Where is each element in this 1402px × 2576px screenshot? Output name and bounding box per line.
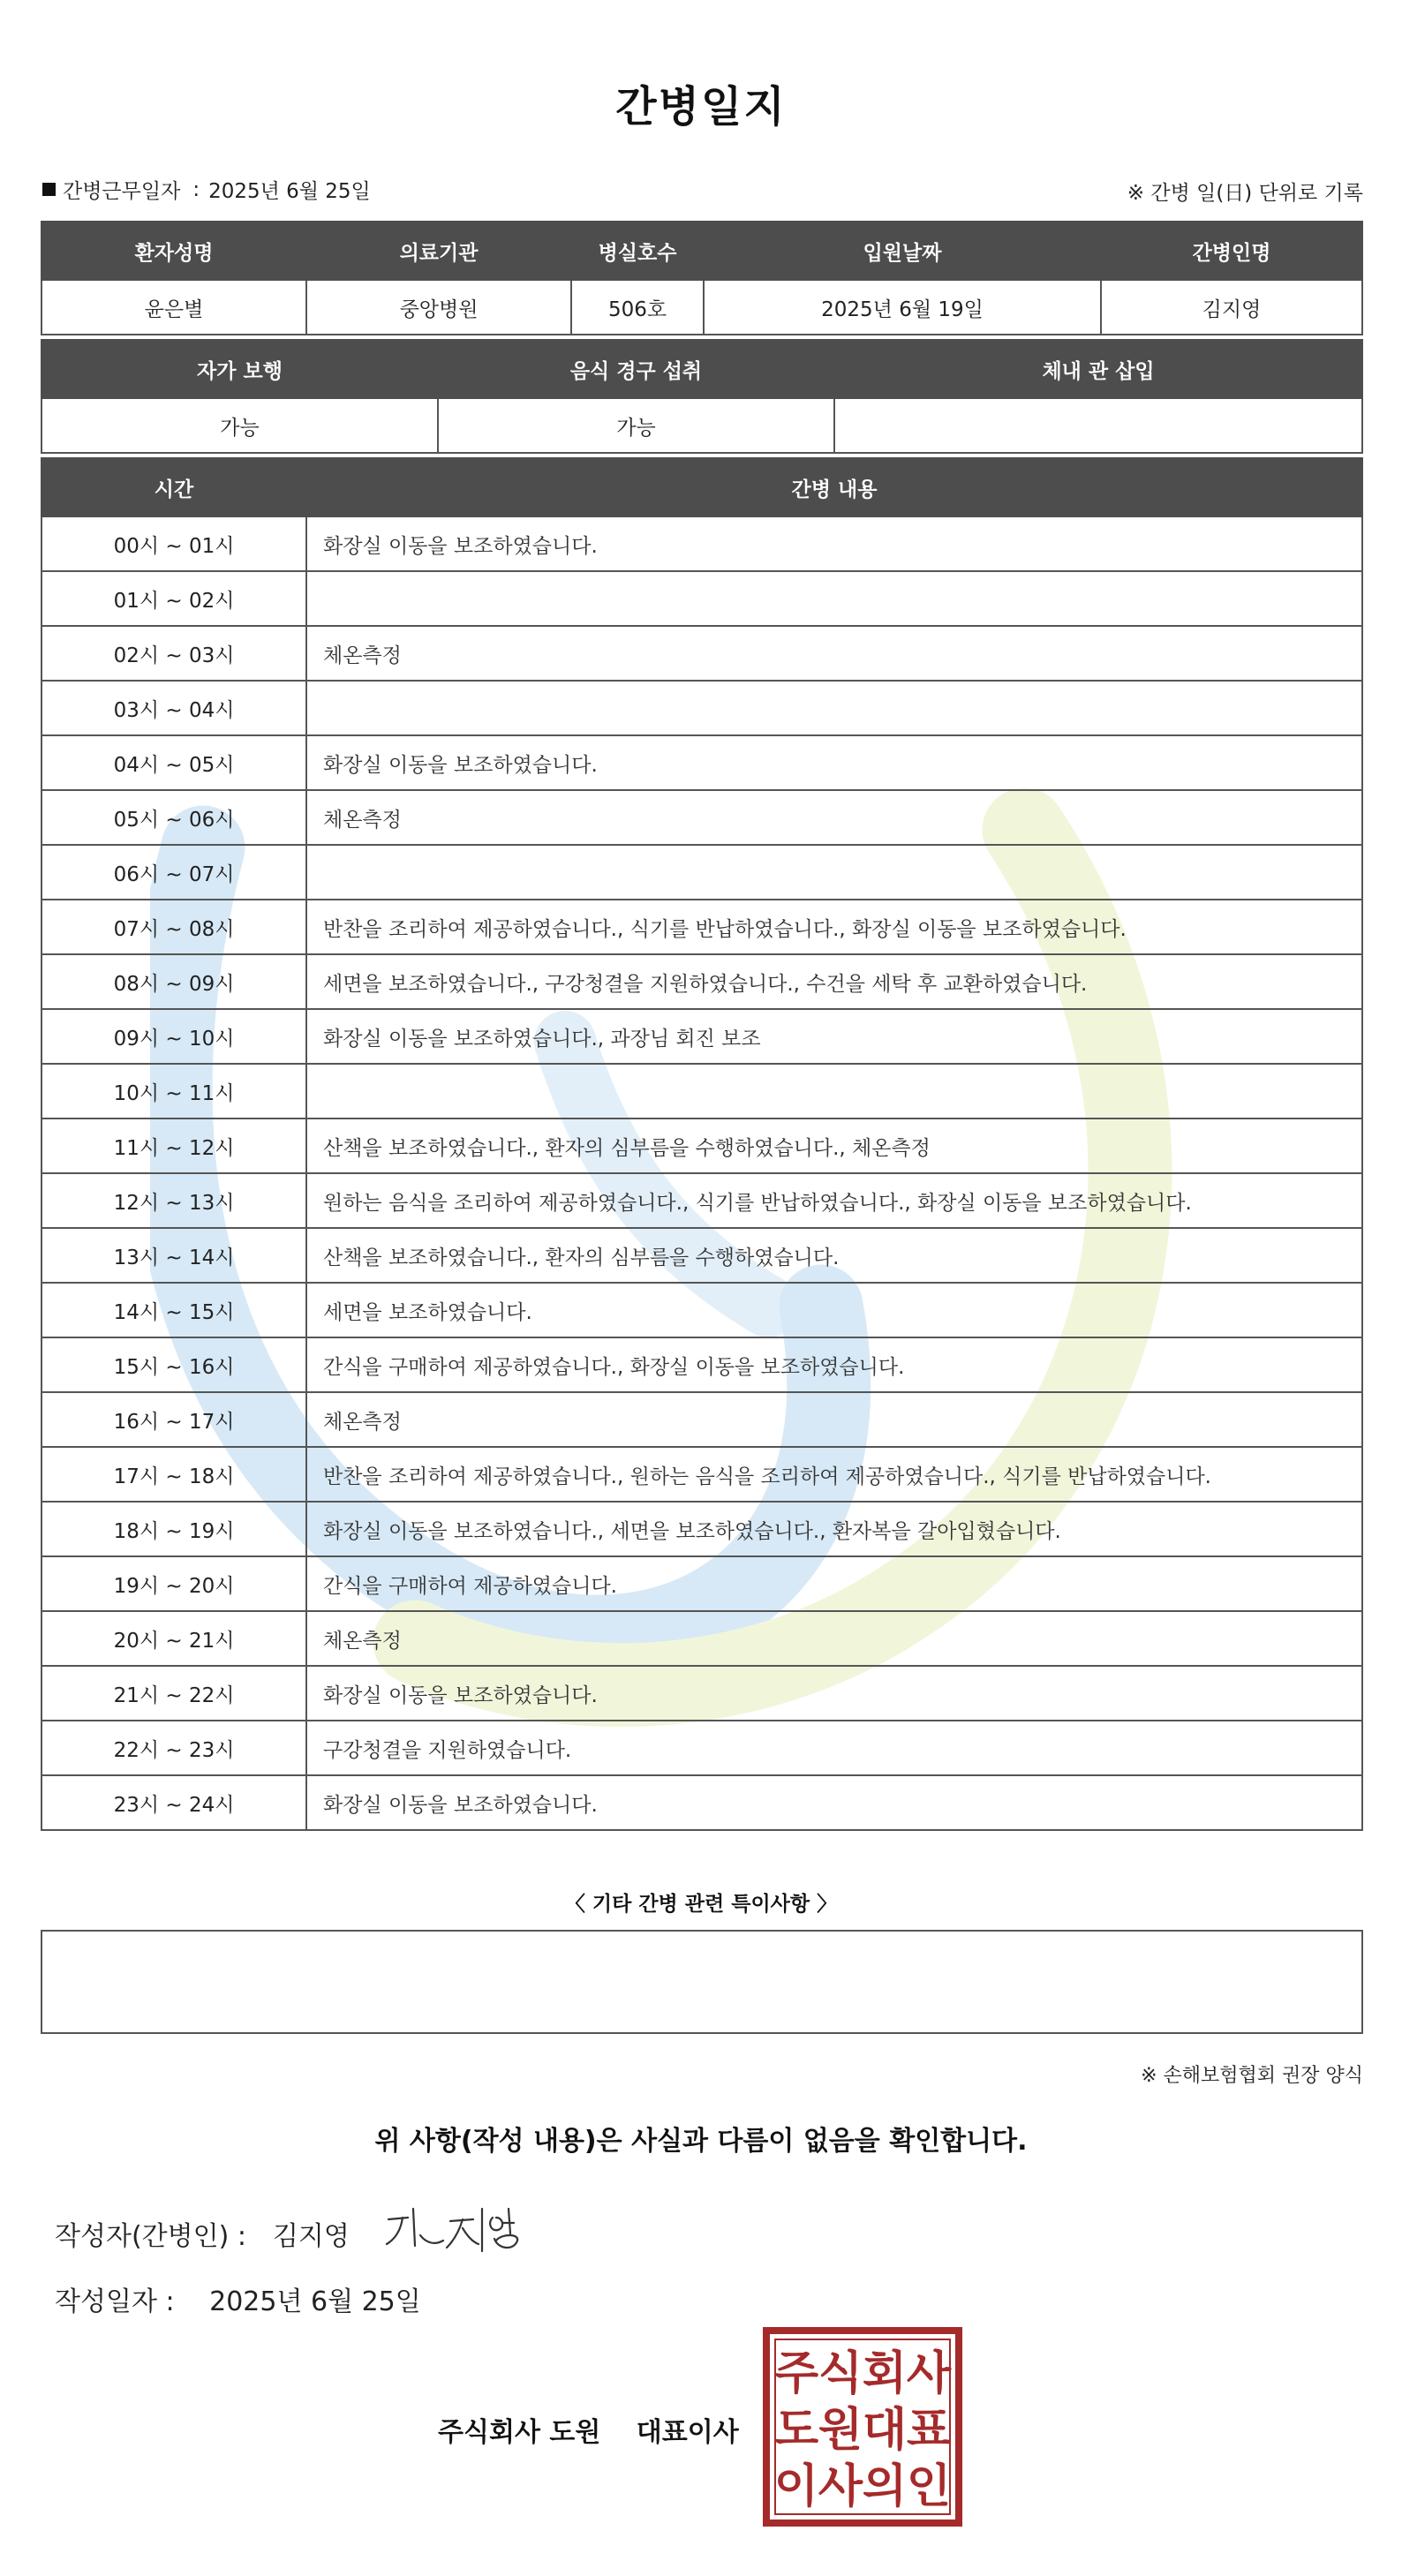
log-row [41,790,1362,845]
log-row [41,735,1362,790]
seal-character: 회 [862,2347,908,2400]
log-time-cell: 15시 ~ 16시 [41,1337,306,1392]
log-content-cell: 화장실 이동을 보조하였습니다., 세면을 보조하였습니다., 환자복을 갈아입혔습니다. [306,1502,1362,1556]
log-row [41,954,1362,1009]
log-time-cell: 17시 ~ 18시 [41,1447,306,1502]
log-content-cell: 체온측정 [306,790,1362,845]
work-date-label: 간병근무일자 [63,180,181,203]
log-content-cell: 세면을 보조하였습니다., 구강청결을 지원하였습니다., 수건을 세탁 후 교환하였습니다. [306,954,1362,1009]
log-time-cell: 10시 ~ 11시 [41,1064,306,1119]
log-row [41,1392,1362,1447]
company-line [438,2410,739,2449]
log-time-cell: 06시 ~ 07시 [41,845,306,900]
log-row [41,1337,1362,1392]
log-content-cell: 화장실 이동을 보조하였습니다. [306,1775,1362,1830]
log-content-cell: 체온측정 [306,626,1362,681]
handwritten-signature [381,2200,531,2262]
patient-status-table [41,339,1363,454]
log-time-cell: 14시 ~ 15시 [41,1283,306,1337]
patient-name: 윤은별 [41,280,306,335]
log-row [41,845,1362,900]
page-title: 간병일지 [615,82,787,132]
status-value-row [41,398,1362,453]
log-content-cell: 화장실 이동을 보조하였습니다. [306,735,1362,790]
log-row [41,516,1362,571]
log-row [41,1064,1362,1119]
log-content-cell: 화장실 이동을 보조하였습니다., 과장님 회진 보조 [306,1009,1362,1064]
form-note: ※ 손해보험협회 권장 양식 [1141,2065,1363,2087]
tube-insertion-value [834,398,1362,453]
log-row [41,1556,1362,1611]
seal-character: 식 [818,2347,863,2400]
patient-value-row [41,280,1362,335]
written-date-line [55,2279,421,2318]
header-patient-name: 환자성명 [41,222,306,280]
log-time-cell: 00시 ~ 01시 [41,516,306,571]
admission-date: 2025년 6월 19일 [704,280,1101,335]
special-notes-title: 〈 기타 간병 관련 특이사항 〉 [564,1893,838,1916]
log-time-cell: 16시 ~ 17시 [41,1392,306,1447]
care-log-table [41,457,1363,1831]
seal-character: 사 [906,2347,952,2400]
seal-character: 주 [773,2347,819,2400]
log-time-cell: 19시 ~ 20시 [41,1556,306,1611]
log-time-cell: 04시 ~ 05시 [41,735,306,790]
written-date-value: 2025년 6월 25일 [209,2286,421,2317]
log-content-cell: 산책을 보조하였습니다., 환자의 심부름을 수행하였습니다., 체온측정 [306,1119,1362,1173]
header-institution: 의료기관 [306,222,571,280]
log-header-row [41,458,1362,516]
log-time-cell: 23시 ~ 24시 [41,1775,306,1830]
log-row [41,1502,1362,1556]
writer-line [55,2214,350,2253]
log-content-cell: 화장실 이동을 보조하였습니다. [306,516,1362,571]
seal-character: 대 [862,2404,908,2457]
company-rep-title: 대표이사 [636,2417,739,2448]
log-content-cell: 세면을 보조하였습니다. [306,1283,1362,1337]
work-date-separator: : [192,177,200,201]
work-date-value: 2025년 6월 25일 [208,180,371,203]
log-row [41,626,1362,681]
log-time-cell: 18시 ~ 19시 [41,1502,306,1556]
caregiver-name: 김지영 [1101,280,1362,335]
log-row [41,681,1362,735]
log-time-cell: 22시 ~ 23시 [41,1721,306,1775]
header-time: 시간 [41,458,306,516]
oral-intake-value: 가능 [438,398,834,453]
header-admission-date: 입원날짜 [704,222,1101,280]
log-content-cell: 체온측정 [306,1392,1362,1447]
seal-character: 인 [906,2460,952,2513]
seal-character: 표 [906,2404,952,2457]
header-self-walking: 자가 보행 [41,340,438,398]
log-time-cell: 12시 ~ 13시 [41,1173,306,1228]
log-row [41,1775,1362,1830]
log-time-cell: 11시 ~ 12시 [41,1119,306,1173]
special-notes-box [41,1930,1363,2034]
log-content-cell: 간식을 구매하여 제공하였습니다. [306,1556,1362,1611]
log-content-cell [306,1064,1362,1119]
log-content-cell: 화장실 이동을 보조하였습니다. [306,1666,1362,1721]
log-content-cell: 반찬을 조리하여 제공하였습니다., 식기를 반납하였습니다., 화장실 이동을 보조하였습니다. [306,900,1362,954]
unit-note: ※ 간병 일(日) 단위로 기록 [1127,182,1363,205]
header-oral-intake: 음식 경구 섭취 [438,340,834,398]
writer-label: 작성자(간병인) : [55,2221,246,2252]
log-body [41,516,1362,1830]
log-row [41,1228,1362,1283]
log-row [41,571,1362,626]
seal-character: 도 [773,2404,819,2457]
log-row [41,1447,1362,1502]
log-content-cell [306,681,1362,735]
log-row [41,1721,1362,1775]
institution: 중앙병원 [306,280,571,335]
log-content-cell: 반찬을 조리하여 제공하였습니다., 원하는 음식을 조리하여 제공하였습니다., 식기를 반납하였습니다. [306,1447,1362,1502]
seal-character: 사 [818,2460,863,2513]
log-time-cell: 02시 ~ 03시 [41,626,306,681]
header-caregiver-name: 간병인명 [1101,222,1362,280]
log-content-cell: 체온측정 [306,1611,1362,1666]
patient-header-row [41,222,1362,280]
log-time-cell: 21시 ~ 22시 [41,1666,306,1721]
header-tube-insertion: 체내 관 삽입 [834,340,1362,398]
work-date-line [42,175,371,204]
written-date-label: 작성일자 : [55,2286,175,2317]
writer-name: 김지영 [272,2221,350,2252]
log-row [41,1283,1362,1337]
seal-character: 이 [773,2460,819,2513]
company-seal-icon [763,2327,962,2527]
patient-info-table [41,221,1363,335]
seal-character: 원 [818,2404,863,2457]
log-time-cell: 07시 ~ 08시 [41,900,306,954]
log-time-cell: 08시 ~ 09시 [41,954,306,1009]
self-walking-value: 가능 [41,398,438,453]
log-content-cell: 간식을 구매하여 제공하였습니다., 화장실 이동을 보조하였습니다. [306,1337,1362,1392]
log-time-cell: 20시 ~ 21시 [41,1611,306,1666]
log-content-cell: 산책을 보조하였습니다., 환자의 심부름을 수행하였습니다. [306,1228,1362,1283]
seal-character: 의 [862,2460,908,2513]
bullet-square-icon [42,183,56,196]
log-row [41,1009,1362,1064]
log-time-cell: 09시 ~ 10시 [41,1009,306,1064]
log-content-cell: 원하는 음식을 조리하여 제공하였습니다., 식기를 반납하였습니다., 화장실 이동을 보조하였습니다. [306,1173,1362,1228]
log-row [41,1611,1362,1666]
log-row [41,900,1362,954]
status-header-row [41,340,1362,398]
header-room-number: 병실호수 [571,222,704,280]
header-care-content: 간병 내용 [306,458,1362,516]
log-time-cell: 13시 ~ 14시 [41,1228,306,1283]
log-time-cell: 01시 ~ 02시 [41,571,306,626]
log-content-cell: 구강청결을 지원하였습니다. [306,1721,1362,1775]
room-number: 506호 [571,280,704,335]
log-time-cell: 05시 ~ 06시 [41,790,306,845]
confirmation-statement: 위 사항(작성 내용)은 사실과 다름이 없음을 확인합니다. [374,2126,1028,2157]
log-content-cell [306,571,1362,626]
log-time-cell: 03시 ~ 04시 [41,681,306,735]
log-row [41,1173,1362,1228]
log-content-cell [306,845,1362,900]
log-row [41,1666,1362,1721]
company-name: 주식회사 도원 [438,2417,601,2448]
log-row [41,1119,1362,1173]
